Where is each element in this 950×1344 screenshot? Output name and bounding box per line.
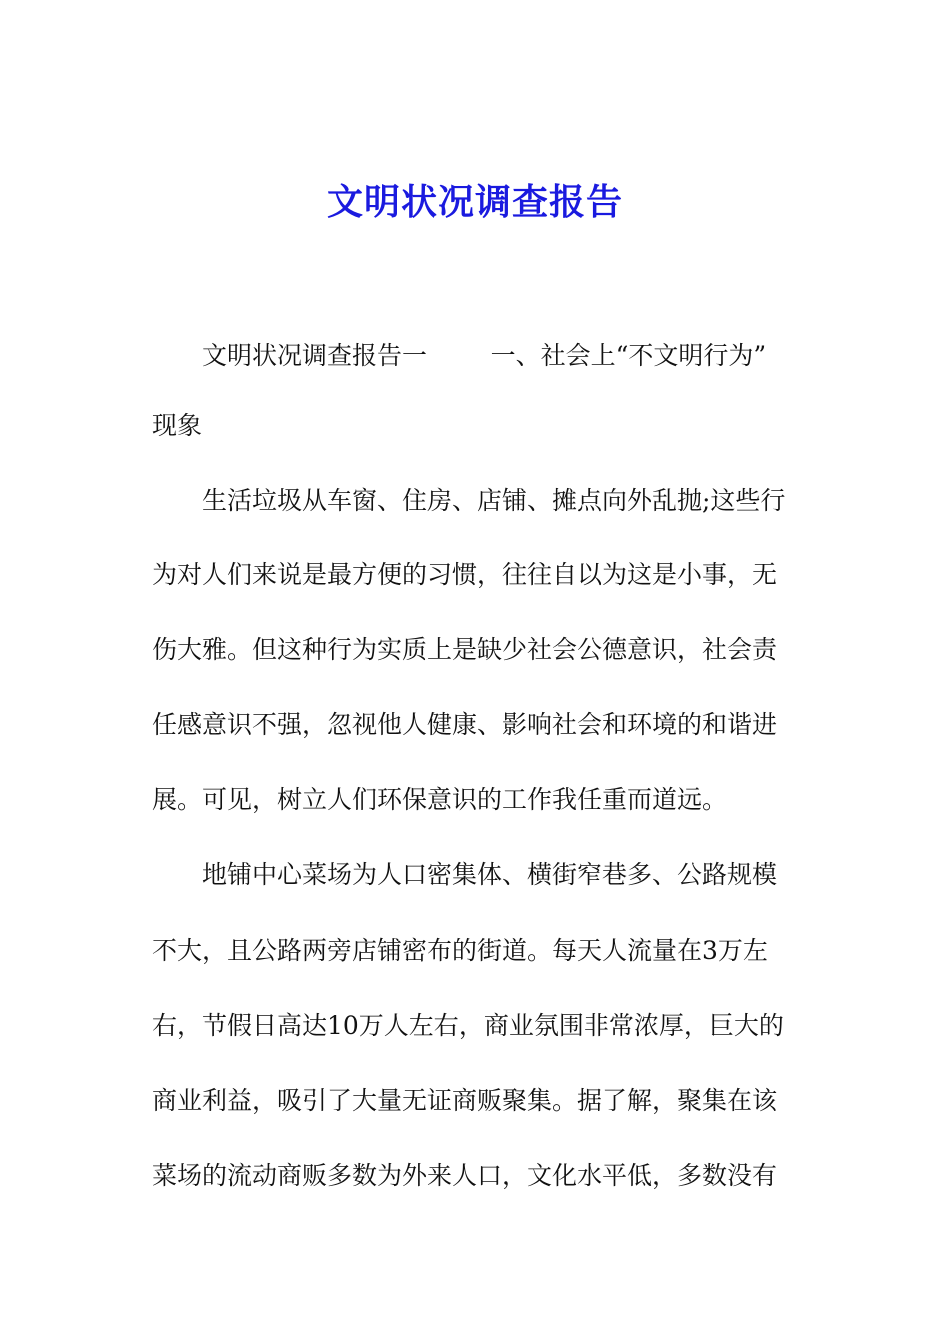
paragraph-2-line-5: 展。可见，树立人们环保意识的工作我任重而道远。 <box>152 785 728 814</box>
paragraph-3-line-5: 菜场的流动商贩多数为外来人口，文化水平低，多数没有 <box>152 1161 778 1190</box>
paragraph-1-line-1: 文明状况调查报告一 一、社会上“不文明行为” <box>202 341 767 370</box>
paragraph-1-line-2: 现象 <box>152 411 203 440</box>
paragraph-2-line-4: 任感意识不强，忽视他人健康、影响社会和环境的和谐进 <box>152 710 778 739</box>
paragraph-3-line-1: 地铺中心菜场为人口密集体、横街窄巷多、公路规模 <box>202 860 778 889</box>
paragraph-3-line-2: 不大，且公路两旁店铺密布的街道。每天人流量在3万左 <box>152 936 768 965</box>
paragraph-3-line-3: 右，节假日高达10万人左右，商业氛围非常浓厚，巨大的 <box>152 1011 784 1040</box>
paragraph-2-line-2: 为对人们来说是最方便的习惯，往往自以为这是小事，无 <box>152 560 778 589</box>
paragraph-2-line-3: 伤大雅。但这种行为实质上是缺少社会公德意识，社会责 <box>152 635 778 664</box>
paragraph-3-line-4: 商业利益，吸引了大量无证商贩聚集。据了解，聚集在该 <box>152 1086 778 1115</box>
document-title: 文明状况调查报告 <box>326 181 623 223</box>
paragraph-2-line-1: 生活垃圾从车窗、住房、店铺、摊点向外乱抛;这些行 <box>202 486 786 515</box>
